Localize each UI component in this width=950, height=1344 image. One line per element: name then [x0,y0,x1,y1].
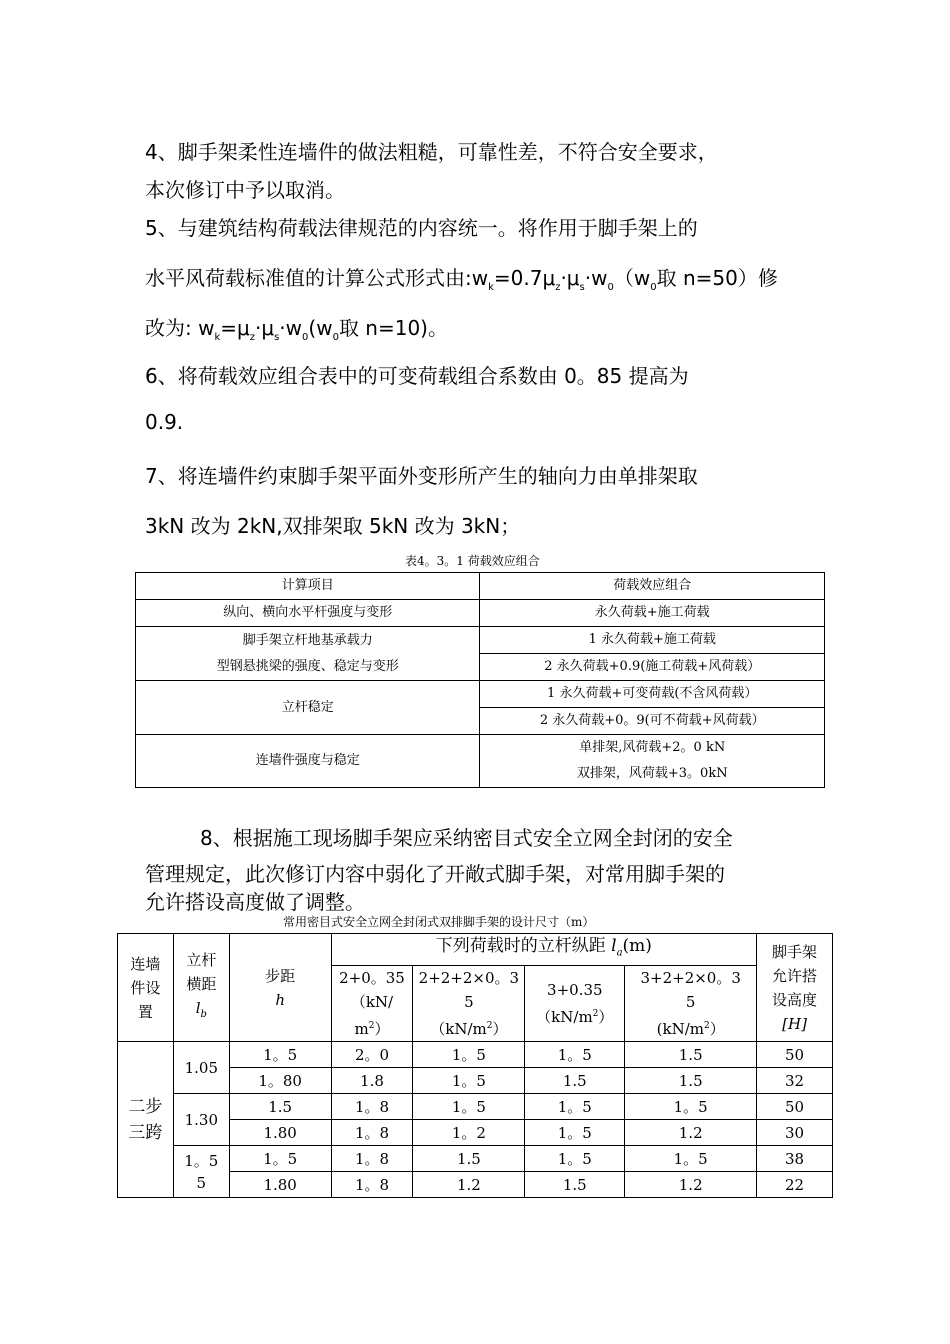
table-cell: 50 [757,1042,833,1068]
header-cell [757,934,833,1042]
table-cell: 1.2 [413,1172,525,1198]
para-8-line3: 允许搭设高度做了调整。 [145,890,365,914]
p5-text-d: ·w [584,266,608,290]
table-cell: 1。5 [525,1094,625,1120]
table-cell: 2。0 [331,1042,413,1068]
unit: (kN/m [656,1020,704,1039]
table-row [136,735,825,788]
cell-line: 3+2+2×0。3 [640,969,741,988]
group-unit: (m) [622,936,652,956]
cell-line [625,1014,756,1041]
para-8-line1: 8、根据施工现场脚手架应采纳密目式安全立网全封闭的安全 [200,826,733,850]
p5-text-f: 取 n=50）修 [656,266,778,290]
sub-0b: 0 [650,282,657,293]
group-cell [118,1042,174,1198]
cell-line: 允许搭 [772,966,818,985]
table-cell: 1.80 [229,1172,331,1198]
unit: m [354,1020,369,1039]
sup-2: 2 [703,1021,710,1032]
cell-line: 连墙 [130,954,161,973]
table-cell: 1。8 [331,1146,413,1172]
para-7-line1: 7、将连墙件约束脚手架平面外变形所产生的轴向力由单排架取 [145,464,698,488]
table-cell: 1。8 [331,1094,413,1120]
table-cell: 1.5 [413,1146,525,1172]
sup-2: 2 [368,1021,375,1032]
p5b-text-e: (w [308,316,333,340]
table-cell: 1。8 [331,1172,413,1198]
cell-line: 脚手架 [772,942,818,961]
close-paren: ） [374,1020,390,1039]
sub-0: 0 [607,282,614,293]
header-cell [331,934,757,966]
table-cell: 永久荷载+施工荷载 [480,600,825,627]
table-cell: 连墙件强度与稳定 [136,735,480,788]
para-4-line2: 本次修订中予以取消。 [145,178,345,202]
p5-text-e: （w [613,266,651,290]
sub-s2: s [274,332,280,343]
table-cell: 1.5 [525,1068,625,1094]
table-cell: 1.5 [625,1068,757,1094]
table-cell: 1.80 [229,1120,331,1146]
cell-line: 设高度 [772,990,818,1009]
p5-text-b: =0.7μ [493,266,556,290]
table-cell: 1 永久荷载+施工荷载 [480,627,825,654]
table-cell: 1.5 [625,1042,757,1068]
cell-line: 型钢悬挑梁的强度、稳定与变形 [216,658,399,674]
cell-line: 5 [685,993,696,1012]
table-cell: 1。8 [331,1120,413,1146]
header-cell [331,966,413,1042]
table-cell: 1。5 [525,1042,625,1068]
sub-k2: k [214,332,221,343]
cell-line [332,1014,413,1041]
para-5-line3 [145,312,825,343]
table-cell: 1。80 [229,1068,331,1094]
table-cell: 30 [757,1120,833,1146]
sup-2: 2 [592,1009,599,1020]
symbol: l [611,936,617,956]
table-cell: 1。5 [413,1042,525,1068]
unit: （kN/m [430,1020,487,1039]
cell-line: 5 [196,1173,207,1192]
p5-text-a: 水平风荷载标准值的计算公式形式由:w [145,266,489,290]
table2-caption: 常用密目式安全立网全封闭式双排脚手架的设计尺寸（m） [283,915,595,929]
symbol-sub: a [616,947,623,959]
header-cell [413,966,525,1042]
para-7-line2: 3kN 改为 2kN,双排架取 5kN 改为 3kN； [145,514,521,538]
symbol: l [195,999,201,1018]
table-row [136,600,825,627]
cell-line: 1。5 [184,1151,219,1170]
table-cell [173,1146,229,1198]
table-cell: 2 永久荷载+0。9(可不荷载+风荷载） [480,708,825,735]
sub-s: s [579,282,585,293]
sub-02: 0 [302,332,309,343]
header-cell: 计算项目 [136,573,480,600]
p5b-text-f: 取 n=10)。 [338,316,448,340]
header-cell [525,966,625,1042]
table-cell [136,627,480,681]
para-8-line2: 管理规定，此次修订内容中弱化了开敞式脚手架，对常用脚手架的 [145,862,725,886]
header-cell [625,966,757,1042]
header-cell [118,934,174,1042]
scaffold-design-table [117,933,833,1198]
cell-line: 2+2+2×0。3 [418,969,520,988]
group-text: 下列荷载时的立杆纵距 [435,936,612,956]
table-cell: 2 永久荷载+0.9(施工荷载+风荷载） [480,654,825,681]
cell-line: 脚手架立杆地基承载力 [242,632,373,648]
cell-line [525,1002,624,1029]
table-cell: 1。5 [413,1068,525,1094]
table-cell: 1.05 [173,1042,229,1094]
cell-line: 立杆 [186,951,217,970]
table-cell: 1.5 [525,1172,625,1198]
cell-line: 件设 [130,978,161,997]
table-cell: 1.5 [229,1094,331,1120]
cell-line: h [275,990,285,1009]
cell-line: 5 [464,993,474,1012]
sub-z: z [555,282,561,293]
table-cell: 38 [757,1146,833,1172]
sub-02b: 0 [332,332,339,343]
table-cell: 1。5 [625,1146,757,1172]
cell-line [174,996,229,1027]
table-cell: 1。5 [229,1146,331,1172]
table-cell: 纵向、横向水平杆强度与变形 [136,600,480,627]
cell-line: 双排架，风荷载+3。0kN [576,766,728,781]
table-row [118,1042,833,1068]
table-cell: 1。5 [229,1042,331,1068]
para-6-line1: 6、将荷载效应组合表中的可变荷载组合系数由 0。85 提高为 [145,364,689,388]
table-cell: 32 [757,1068,833,1094]
p5b-text-d: ·w [279,316,303,340]
table-row [136,627,825,654]
para-5-line2 [145,262,825,293]
table-cell: 1。5 [625,1094,757,1120]
cell-line: 3+0.35 [547,981,603,1000]
table1-caption: 表4。3。1 荷载效应组合 [405,554,540,568]
close-paren: ） [598,1008,614,1027]
header-cell [229,934,331,1042]
para-4-line1: 4、脚手架柔性连墙件的做法粗糙，可靠性差，不符合安全要求， [145,140,718,164]
close-paren: ） [709,1020,725,1039]
cell-line: （kN/ [350,993,394,1012]
cell-line: [H] [782,1014,807,1033]
p5b-text-a: 改为: w [145,316,215,340]
cell-line: 单排架,风荷载+2。0 kN [579,740,726,755]
cell-line [413,1014,524,1041]
table-cell: 1.30 [173,1094,229,1146]
load-combination-table [135,572,825,788]
table-cell: 1。2 [413,1120,525,1146]
table-cell: 立杆稳定 [136,681,480,735]
table-cell: 1。5 [525,1120,625,1146]
table-cell: 1。5 [413,1094,525,1120]
para-6-line2: 0.9. [145,410,184,434]
table-row [136,681,825,708]
table-cell: 22 [757,1172,833,1198]
para-5-line1: 5、与建筑结构荷载法律规范的内容统一。将作用于脚手架上的 [145,216,698,240]
table-cell: 1.2 [625,1120,757,1146]
table-row [136,573,825,600]
table-cell: 50 [757,1094,833,1120]
sub-k: k [488,282,494,293]
p5-text-c: ·μ [560,266,580,290]
sup-2: 2 [486,1021,493,1032]
table-row [118,1094,833,1120]
cell-line: 置 [137,1002,153,1021]
table-row [118,1146,833,1172]
table-cell [480,735,825,788]
cell-line: 2+0。35 [339,969,405,988]
cell-line: 横距 [186,975,217,994]
symbol-sub: b [200,1009,207,1021]
p5b-text-b: =μ [220,316,250,340]
close-paren: ） [492,1020,508,1039]
header-cell: 荷载效应组合 [480,573,825,600]
cell-line: 步距 [265,966,296,985]
header-cell [173,934,229,1042]
p5b-text-c: ·μ [254,316,275,340]
cell-line: 二步 [128,1096,163,1117]
cell-line: 三跨 [128,1122,163,1143]
sub-z2: z [249,332,255,343]
unit: （kN/m [536,1008,593,1027]
table-cell: 1 永久荷载+可变荷载(不含风荷载） [480,681,825,708]
table-cell: 1.8 [331,1068,413,1094]
table-row [118,934,833,966]
table-cell: 1.2 [625,1172,757,1198]
table-cell: 1。5 [525,1146,625,1172]
